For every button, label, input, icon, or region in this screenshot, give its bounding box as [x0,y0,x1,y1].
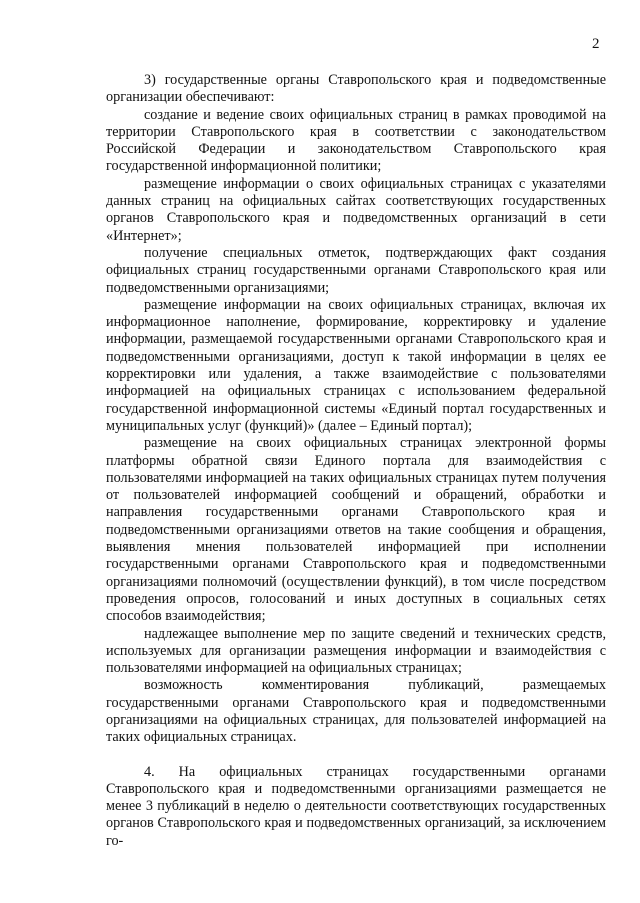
document-body [106,72,606,850]
paragraph-official-pages: создание и ведение своих официальных страниц в рамках проводимой на территории Ставропольского края в соответствии с законодательством Российской Федерации и законодательством Ставропольского края государственной информационной политики; [106,106,606,175]
paragraph-3-intro: 3) государственные органы Ставропольского края и подведомственные организации обеспечивают: [106,72,606,106]
paragraph-placement: размещение информации на своих официальных страницах, включая их информационное наполнение, формирование, корректировку и удаление информации, размещаемой государственными органами Ставропольского края и подведомственными организациями, доступ к такой информации в целях ее корректировки или удаления, а также взаимодействие с пользователями информацией на официальных страницах с использованием федеральной государственной информационной системы «Единый портал государственных и муниципальных услуг (функций)» (далее – Единый портал); [106,296,606,434]
paragraph-special-marks: получение специальных отметок, подтверждающих факт создания официальных страниц государственными органами Ставропольского края или подведомственными организациями; [106,244,606,296]
paragraph-pointers: размещение информации о своих официальных страницах с указателями данных страниц на официальных сайтах соответствующих государственных органов Ставропольского края и подведомственных организаций в сети «Интернет»; [106,175,606,244]
paragraph-feedback-form: размещение на своих официальных страницах электронной формы платформы обратной связи Единого портала для взаимодействия с пользователями информацией на таких официальных страницах путем получения от пользователей информацией сообщений и обращений, обработки и направления государственными органами Ставропольского края и подведомственными организациями ответов на такие сообщения и обращения, выявления мнения пользователей информацией при исполнении государственными органами Ставропольского края и подведомственными организациями полномочий (осуществлении функций), в том числе посредством проведения опросов, голосований и иных доступных в социальных сетях способов взаимодействия; [106,435,606,625]
paragraph-4: 4. На официальных страницах государственными органами Ставропольского края и подведомственными организациями размещается не менее 3 публикаций в неделю о деятельности соответствующих государственных органов Ставропольского края и подведомственных организаций, за исключением го- [106,763,606,849]
page-number: 2 [592,36,600,52]
paragraph-protection: надлежащее выполнение мер по защите сведений и технических средств, используемых для организации размещения информации и взаимодействия с пользователями информацией на официальных страницах; [106,625,606,677]
paragraph-comments: возможность комментирования публикаций, размещаемых государственными органами Ставропольского края и подведомственными организациями на официальных страницах, для пользователей информацией на таких официальных страницах. [106,677,606,746]
